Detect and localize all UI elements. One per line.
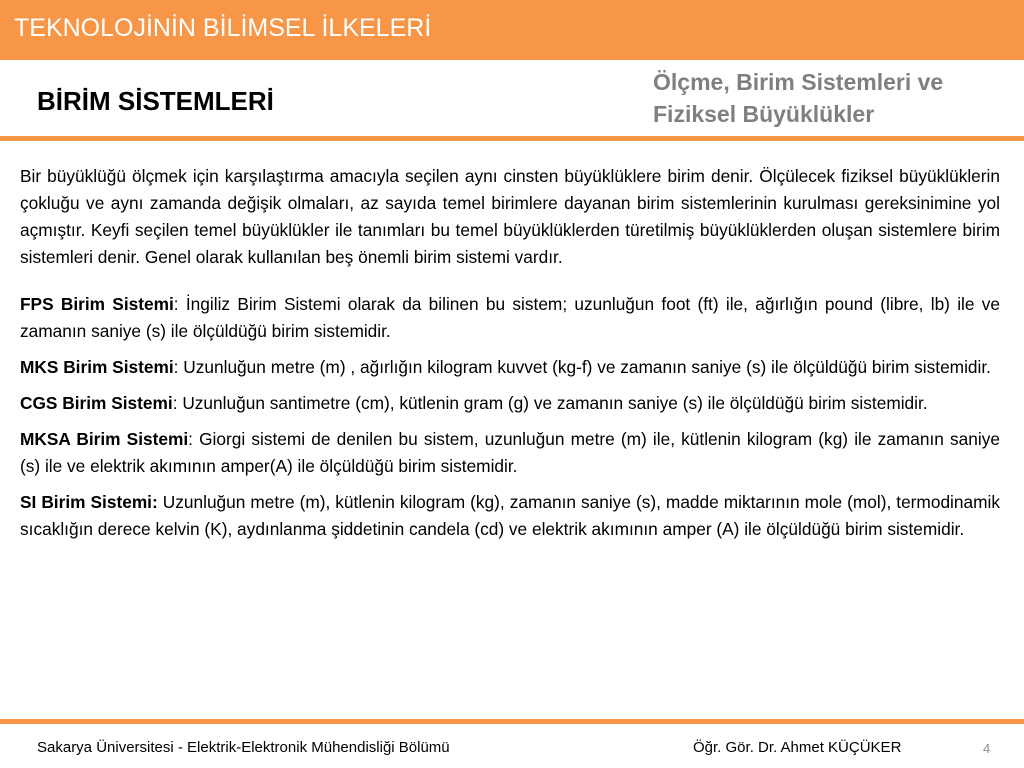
system-name: MKSA Birim Sistemi	[20, 429, 189, 449]
page-number: 4	[983, 741, 991, 756]
system-cgs: CGS Birim Sistemi: Uzunluğun santimetre (cm), kütlenin gram (g) ve zamanın saniye (s) ile ölçüldüğü birim sistemidir.	[20, 393, 928, 413]
slide-subtitle	[653, 66, 1013, 130]
system-si	[20, 489, 1000, 543]
system-name: FPS Birim Sistemi	[20, 294, 174, 314]
system-name: CGS Birim Sistemi	[20, 393, 173, 413]
system-description: Uzunluğun metre (m) , ağırlığın kilogram kuvvet (kg-f) ve zamanın saniye (s) ile ölçüldüğü birim sistemidir.	[183, 357, 991, 377]
system-name: SI Birim Sistemi:	[20, 492, 158, 512]
system-description: Giorgi sistemi de denilen bu sistem, uzunluğun metre (m) ile, kütlenin kilogram (kg) ile zamanın saniye (s) ile ve elektrik akımının amper(A) ile ölçüldüğü birim sistemidir.	[20, 429, 1000, 476]
system-description: Uzunluğun santimetre (cm), kütlenin gram (g) ve zamanın saniye (s) ile ölçüldüğü birim sistemidir.	[182, 393, 928, 413]
footer-author: Öğr. Gör. Dr. Ahmet KÜÇÜKER	[693, 739, 902, 756]
slide-title: BİRİM SİSTEMLERİ	[37, 86, 274, 116]
system-description: Uzunluğun metre (m), kütlenin kilogram (kg), zamanın saniye (s), madde miktarının mole (mol), termodinamik sıcaklığın derece kelvin (K), aydınlanma şiddetinin candela (cd) ve elektrik akımının amper (A) ile ölçüldüğü birim sistemidir.	[20, 492, 1000, 539]
subtitle-line-2: Fiziksel Büyüklükler	[653, 101, 875, 127]
system-mks: MKS Birim Sistemi: Uzunluğun metre (m) , ağırlığın kilogram kuvvet (kg-f) ve zamanın saniye (s) ile ölçüldüğü birim sistemidir.	[20, 357, 991, 377]
intro-paragraph: Bir büyüklüğü ölçmek için karşılaştırma amacıyla seçilen aynı cinsten büyüklüklere birim denir. Ölçülecek fiziksel büyüklüklerin çokluğu ve aynı zamanda değişik olmaları, az sayıda temel birimlere dayanan birim sistemlerinin kurulması gereksinimine yol açmıştır. Keyfi seçilen temel büyüklükler ile tanımları bu temel büyüklüklerden türetilmiş büyüklüklerden oluşan sistemlere birim sistemleri denir. Genel olarak kullanılan beş önemli birim sistemi vardır.	[20, 166, 1000, 267]
slide-content	[20, 163, 1000, 552]
system-description: İngiliz Birim Sistemi olarak da bilinen bu sistem; uzunluğun foot (ft) ile, ağırlığın pound (libre, lb) ile ve zamanın saniye (s) ile ölçüldüğü birim sistemidir.	[20, 294, 1001, 341]
top-banner	[0, 0, 1024, 60]
footer-institution: Sakarya Üniversitesi - Elektrik-Elektronik Mühendisliği Bölümü	[37, 739, 450, 756]
footer-divider	[0, 719, 1024, 724]
system-name: MKS Birim Sistemi	[20, 357, 174, 377]
course-title: TEKNOLOJİNİN BİLİMSEL İLKELERİ	[14, 14, 432, 42]
system-mksa: MKSA Birim Sistemi: Giorgi sistemi de denilen bu sistem, uzunluğun metre (m) ile, kütlenin kilogram (kg) ile zamanın saniye (s) ile ve elektrik akımının amper(A) ile ölçüldüğü birim sistemidir.	[20, 429, 1000, 476]
subtitle-line-1: Ölçme, Birim Sistemleri ve	[653, 69, 944, 95]
system-fps: FPS Birim Sistemi: İngiliz Birim Sistemi olarak da bilinen bu sistem; uzunluğun foot (ft) ile, ağırlığın pound (libre, lb) ile ve zamanın saniye (s) ile ölçüldüğü birim sistemidir.	[20, 294, 1001, 341]
header-divider	[0, 136, 1024, 141]
